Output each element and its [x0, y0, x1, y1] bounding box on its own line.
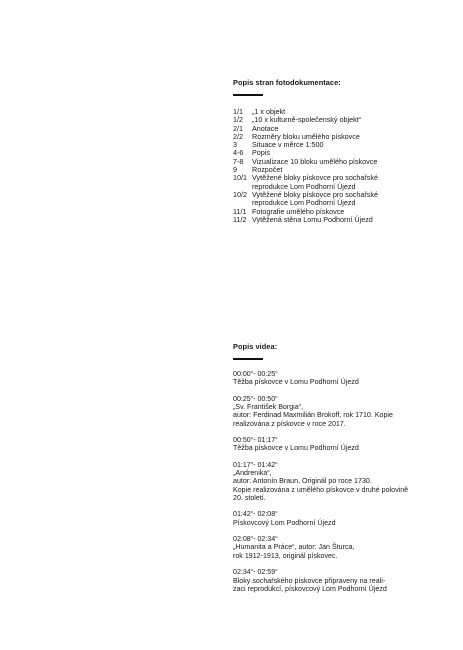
video-segment	[233, 436, 448, 453]
video-section-rule	[233, 358, 263, 360]
video-timestamp: 02:08“- 02:34“	[233, 535, 278, 544]
photo-item-text: Vytěžené bloky pískovce pro sochařské reprodukce Lom Podhorní Újezd	[252, 189, 378, 208]
photo-item-text: Rozpočet	[252, 165, 283, 175]
video-description-line: Kopie realizována z umělého pískovce v druhé polovině	[233, 485, 409, 494]
video-timestamp: 00:25“- 00:50“	[233, 394, 278, 403]
video-segment	[233, 510, 448, 527]
photo-item-number: 1/2	[233, 115, 243, 125]
photo-section-list	[233, 108, 378, 224]
video-description-line: „Andrenika“,	[233, 469, 272, 478]
photo-item-text: Situace v měrce 1:500	[252, 140, 324, 150]
video-section-list	[233, 370, 448, 601]
video-description-line: Bloky sochařského pískovce připraveny na reali-	[233, 576, 386, 585]
video-description-line: realizována z pískovce v roce 2017.	[233, 419, 346, 428]
video-timestamp: 01:17“- 01:42“	[233, 460, 278, 469]
photo-item-number: 11/2	[233, 214, 247, 224]
photo-item-text: „10 x kulturně-společenský objekt“	[252, 115, 362, 125]
photo-item-number: 11/1	[233, 206, 247, 216]
photo-item-text: Vytěžená stěna Lomu Podhorní Újezd	[252, 214, 373, 224]
photo-item-text: Vytěžené bloky pískovce pro sochařské reprodukce Lom Podhorní Újezd	[252, 173, 378, 191]
photo-item-number: 2/2	[233, 131, 243, 141]
video-segment	[233, 568, 448, 593]
video-timestamp: 01:42“- 02:08“	[233, 510, 278, 519]
photo-item-text: Popis	[252, 148, 270, 158]
photo-list-item	[233, 216, 378, 224]
video-description-line: Těžba pískovce v Lomu Podhorní Újezd	[233, 444, 359, 453]
video-description-line: „Sv. František Borgia“,	[233, 403, 304, 412]
photo-item-text: Anotace	[252, 123, 279, 133]
photo-item-number: 2/1	[233, 123, 243, 133]
photo-section-rule	[233, 94, 263, 96]
video-segment	[233, 461, 448, 502]
photo-item-number: 3	[233, 140, 237, 150]
photo-item-number: 10/2	[233, 189, 247, 199]
video-description-line: autor: Antonín Braun, Originál po roce 1730.	[233, 477, 372, 486]
video-segment	[233, 395, 448, 428]
video-section-heading: Popis videa:	[233, 342, 278, 351]
photo-section-heading: Popis stran fotodokumentace:	[233, 78, 341, 87]
photo-item-text: Rozměry bloku umělého pískovce	[252, 131, 360, 141]
video-timestamp: 02:34“- 02:59“	[233, 568, 278, 577]
video-description-line: Pískovcový Lom Podhorní Újezd	[233, 518, 336, 527]
video-timestamp: 00:50“- 01:17“	[233, 436, 278, 445]
photo-item-number: 1/1	[233, 107, 243, 116]
photo-item-text: „1 x objekt	[252, 107, 286, 116]
photo-item-number: 9	[233, 165, 237, 175]
video-description-line: rok 1912-1913, originál pískovec.	[233, 551, 338, 560]
video-timestamp: 00:00“- 00:25“	[233, 370, 278, 378]
video-description-line: zaci reprodukcí, pískovcový Lom Podhorní Újezd	[233, 584, 387, 593]
photo-list-item	[233, 191, 378, 208]
video-segment	[233, 370, 448, 387]
video-description-line: 20. století.	[233, 493, 266, 502]
video-description-line: autor: Ferdinad Maxmilián Brokoff, rok 1710. Kopie	[233, 411, 393, 420]
photo-item-text: Fotografie umělého pískovce	[252, 206, 345, 216]
photo-item-number: 4-6	[233, 148, 244, 158]
video-segment	[233, 535, 448, 560]
photo-list-item	[233, 174, 378, 191]
photo-item-number: 10/1	[233, 173, 247, 183]
photo-item-text: Vizualizace 10 bloku umělého pískovce	[252, 156, 378, 166]
photo-item-number: 7-8	[233, 156, 244, 166]
video-description-line: „Humanita a Práce“, autor: Jan Šturса,	[233, 543, 355, 552]
video-description-line: Těžba pískovce v Lomu Podhorní Újezd	[233, 378, 359, 387]
